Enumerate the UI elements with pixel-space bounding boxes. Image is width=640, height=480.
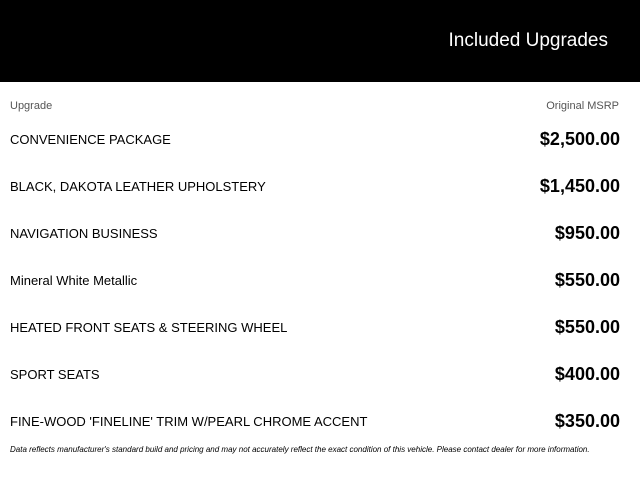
page-title: Included Upgrades bbox=[448, 30, 608, 51]
upgrade-name: SPORT SEATS bbox=[10, 367, 100, 382]
upgrade-name: CONVENIENCE PACKAGE bbox=[10, 132, 171, 147]
upgrade-price: $400.00 bbox=[554, 364, 620, 384]
table-row bbox=[0, 351, 640, 398]
upgrade-name: HEATED FRONT SEATS & STEERING WHEEL bbox=[10, 320, 288, 335]
table-row bbox=[0, 210, 640, 257]
disclaimer-text: Data reflects manufacturer's standard build and pricing and may not accurately reflect the exact condition of this vehicle. Please contact dealer for more information. bbox=[10, 445, 590, 454]
column-header-msrp: Original MSRP bbox=[546, 100, 619, 112]
table-row bbox=[0, 398, 640, 445]
table-row bbox=[0, 116, 640, 163]
upgrade-name: BLACK, DAKOTA LEATHER UPHOLSTERY bbox=[10, 179, 266, 194]
upgrade-name: NAVIGATION BUSINESS bbox=[10, 226, 158, 241]
table-row bbox=[0, 257, 640, 304]
upgrade-price: $550.00 bbox=[554, 317, 620, 337]
upgrade-name: Mineral White Metallic bbox=[10, 273, 138, 288]
upgrade-price: $2,500.00 bbox=[539, 129, 620, 149]
upgrades-table bbox=[0, 116, 640, 445]
upgrade-price: $1,450.00 bbox=[539, 176, 620, 196]
column-header-upgrade: Upgrade bbox=[10, 100, 53, 112]
table-row bbox=[0, 304, 640, 351]
upgrade-price: $550.00 bbox=[554, 270, 620, 290]
upgrade-price: $350.00 bbox=[554, 411, 620, 431]
upgrade-name: FINE-WOOD 'FINELINE' TRIM W/PEARL CHROME ACCENT bbox=[10, 414, 368, 429]
table-row bbox=[0, 163, 640, 210]
header-bar bbox=[0, 0, 640, 82]
upgrade-price: $950.00 bbox=[554, 223, 620, 243]
